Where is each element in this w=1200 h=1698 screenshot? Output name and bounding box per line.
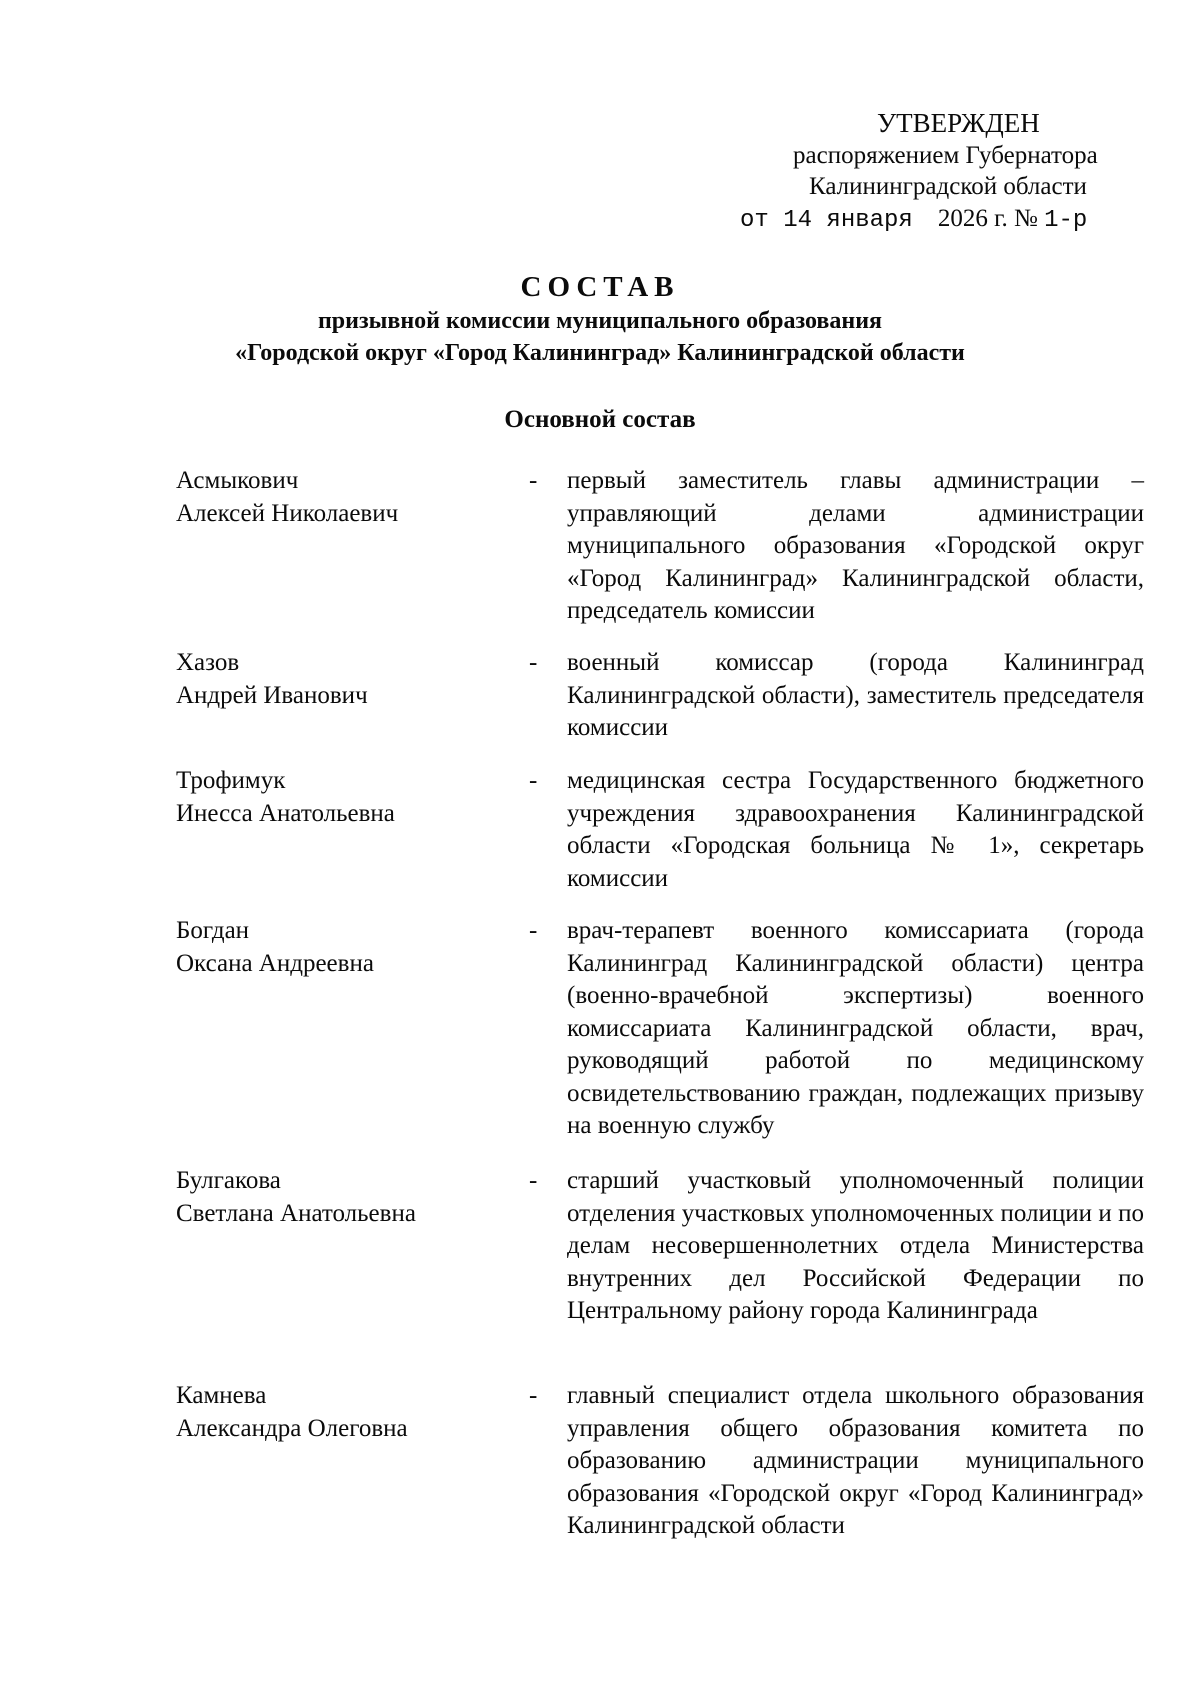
member-surname: Булгакова	[176, 1167, 281, 1194]
member-given-names: Андрей Иванович	[176, 681, 368, 709]
member-description: военный комиссар (города Калининград Калининградской области), заместитель председателя комиссии	[567, 649, 1144, 741]
member-surname: Богдан	[176, 917, 250, 944]
section-title: Основной состав	[504, 406, 696, 433]
member-given-names: Алексей Николаевич	[176, 499, 399, 527]
member-given-names: Светлана Анатольевна	[176, 1199, 416, 1227]
member-dash: -	[529, 467, 538, 494]
approval-heading: УТВЕРЖДЕН	[877, 108, 1040, 138]
document-subtitle-line-2: «Городской округ «Город Калининград» Калининградской области	[235, 340, 965, 366]
member-dash: -	[529, 649, 538, 676]
member-name	[176, 915, 506, 980]
member-dash: -	[529, 767, 538, 794]
member-name	[176, 765, 506, 830]
member-dash: -	[529, 1382, 538, 1409]
approval-number: 1-р	[1044, 207, 1088, 234]
member-name	[176, 1380, 506, 1445]
member-name	[176, 647, 506, 712]
member-description: главный специалист отдела школьного образования управления общего образования комитета по образованию администрации муниципального образования «Городской округ «Город Калининград» Калининградской области	[567, 1382, 1144, 1539]
member-given-names: Инесса Анатольевна	[176, 799, 395, 827]
member-description: медицинская сестра Государственного бюджетного учреждения здравоохранения Калининградской области «Городская больница № 1», секретарь комиссии	[567, 767, 1144, 892]
document-subtitle-line-1: призывной комиссии муниципального образования	[317, 308, 883, 334]
approval-order: распоряжением Губернатора	[793, 142, 1098, 169]
member-surname: Трофимук	[176, 767, 286, 794]
member-given-names: Александра Олеговна	[176, 1414, 408, 1442]
member-surname: Камнева	[176, 1382, 267, 1409]
member-surname: Асмыкович	[176, 467, 299, 494]
member-description: первый заместитель главы администрации – управляющий делами администрации муниципального образования «Городской округ «Город Калининград» Калининградской области, председатель комиссии	[567, 467, 1144, 624]
member-dash: -	[529, 1167, 538, 1194]
document-title: СОСТАВ	[520, 271, 680, 303]
member-surname: Хазов	[176, 649, 240, 676]
member-dash: -	[529, 917, 538, 944]
member-description: старший участковый уполномоченный полиции отделения участковых уполномоченных полиции и по делам несовершеннолетних отдела Министерства внутренних дел Российской Федерации по Центральному району города Калининграда	[567, 1167, 1144, 1324]
approval-region: Калининградской области	[809, 173, 1087, 200]
member-name	[176, 1165, 506, 1230]
approval-date-line	[740, 204, 1087, 236]
member-description: врач-терапевт военного комиссариата (города Калининград Калининградской области) центра (военно-врачебной экспертизы) военного комиссариата Калининградской области, врач, руководящий работой по медицинскому освидетельствованию граждан, подлежащих призыву на военную службу	[567, 917, 1144, 1139]
approval-year: 2026 г. №	[937, 205, 1038, 232]
approval-date: от 14 января	[740, 207, 913, 234]
member-name	[176, 465, 506, 530]
member-given-names: Оксана Андреевна	[176, 949, 374, 977]
